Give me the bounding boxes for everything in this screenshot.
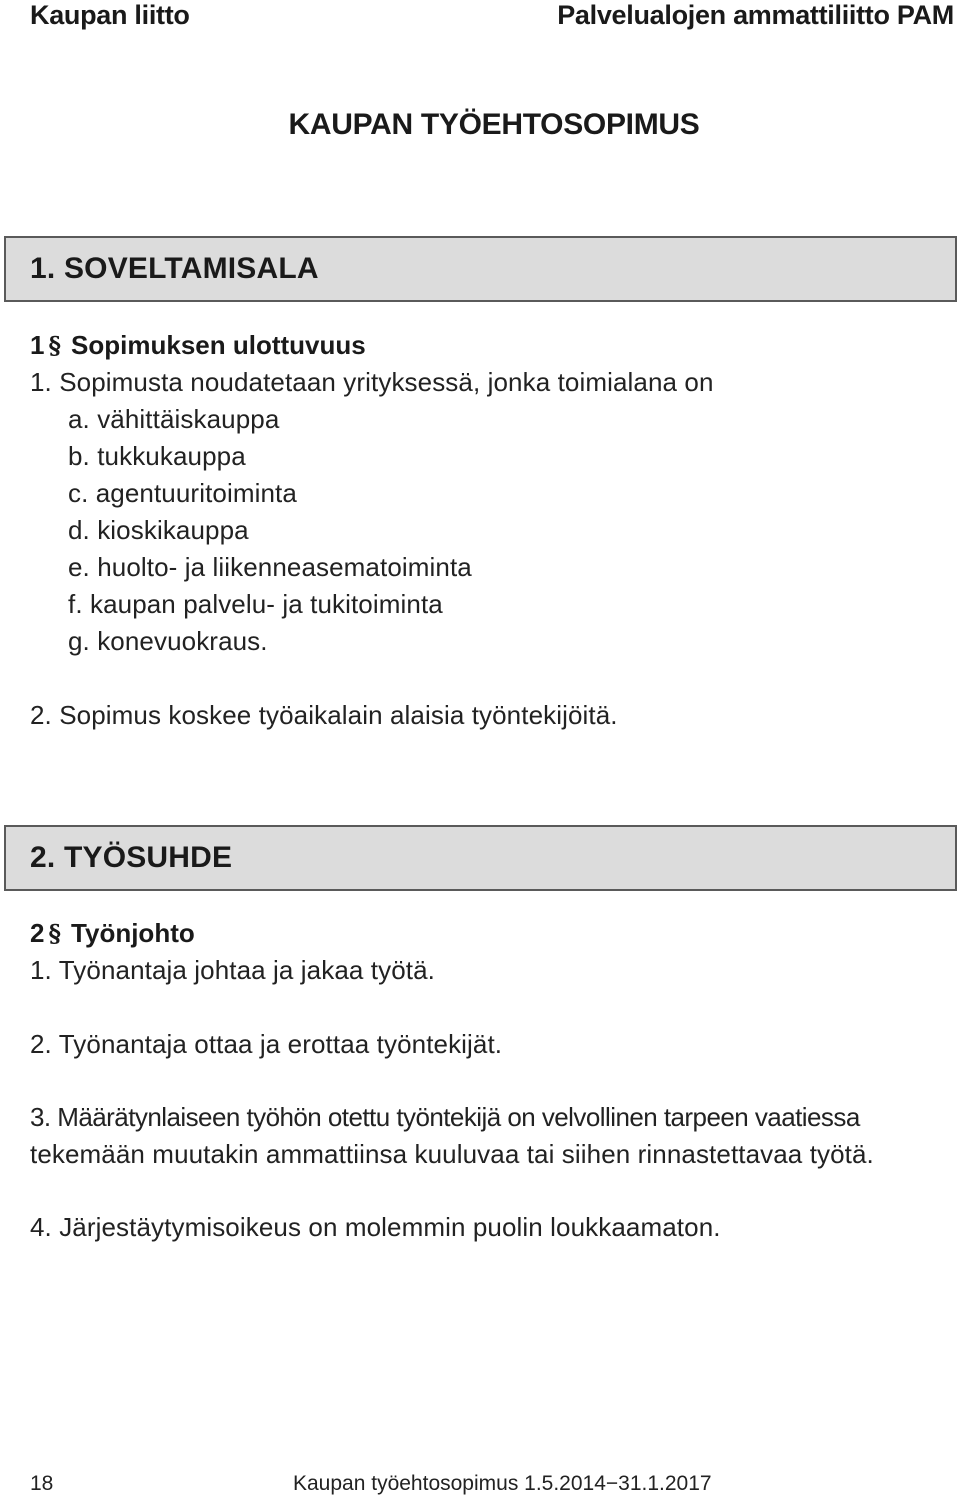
document-title: KAUPAN TYÖEHTOSOPIMUS [288, 108, 700, 141]
section-sign-icon: § [48, 331, 62, 360]
list-item: f. kaupan palvelu- ja tukitoiminta [68, 589, 443, 619]
list-item: 2. Sopimus koskee työaikalain alaisia työntekijöitä. [30, 700, 618, 730]
right-party-name: Palvelualojen ammattiliitto PAM [557, 0, 954, 30]
list-item: b. tukkukauppa [68, 441, 246, 471]
section-heading-soveltamisala: 1. SOVELTAMISALA [30, 252, 319, 285]
list-item: 1. Työnantaja johtaa ja jakaa työtä. [30, 955, 435, 985]
footer-document-ref: Kaupan työehtosopimus 1.5.2014−31.1.2017 [293, 1472, 712, 1495]
paragraph-number: 1 [30, 330, 45, 360]
list-item: tekemään muutakin ammattiinsa kuuluvaa tai siihen rinnastettavaa työtä. [30, 1139, 874, 1169]
list-item: c. agentuuritoiminta [68, 478, 297, 508]
list-item: d. kioskikauppa [68, 515, 249, 545]
paragraph-title: Sopimuksen ulottuvuus [71, 330, 366, 360]
page-number: 18 [30, 1472, 54, 1495]
paragraph-heading-1 [30, 330, 366, 361]
paragraph-number: 2 [30, 918, 45, 948]
list-item: g. konevuokraus. [68, 626, 268, 656]
list-item: 4. Järjestäytymisoikeus on molemmin puolin loukkaamaton. [30, 1212, 721, 1242]
paragraph-heading-2 [30, 918, 195, 949]
paragraph-title: Työnjohto [71, 918, 195, 948]
left-party-name: Kaupan liitto [30, 0, 190, 30]
section-sign-icon: § [48, 919, 62, 948]
list-item: a. vähittäiskauppa [68, 404, 280, 434]
list-item: 3. Määrätynlaiseen työhön otettu työntekijä on velvollinen tarpeen vaatiessa [30, 1102, 860, 1132]
list-item: 2. Työnantaja ottaa ja erottaa työntekijät. [30, 1029, 503, 1059]
list-item: 1. Sopimusta noudatetaan yrityksessä, jonka toimialana on [30, 367, 714, 397]
section-heading-tyosuhde: 2. TYÖSUHDE [30, 841, 233, 874]
list-item: e. huolto- ja liikenneasematoiminta [68, 552, 472, 582]
